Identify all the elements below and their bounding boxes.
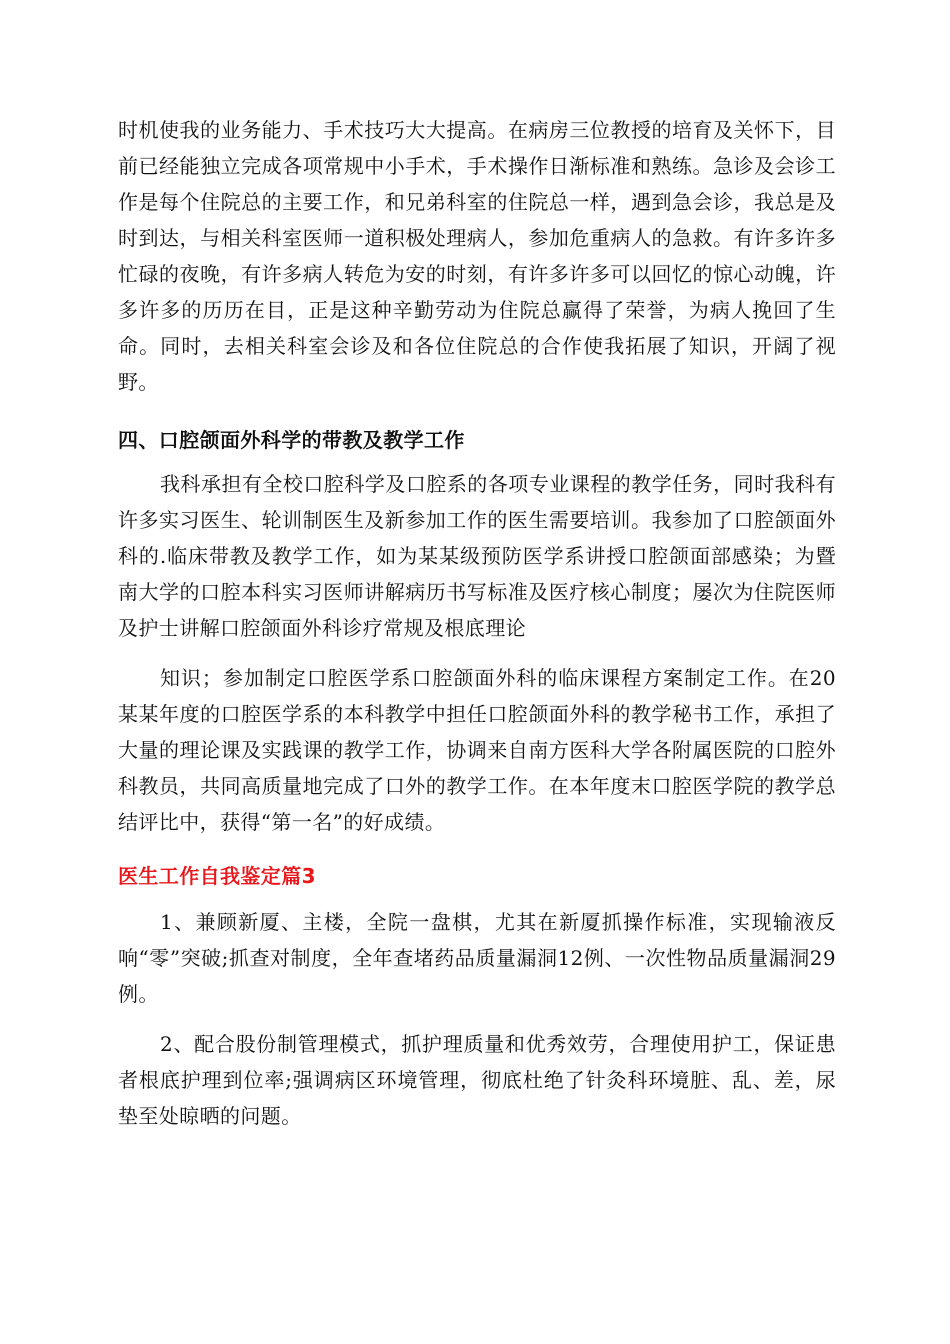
list-item-2: 2、配合股份制管理模式，抓护理质量和优秀效劳，合理使用护工，保证患者根底护理到位率;强调病区环境管理，彻底杜绝了针灸科环境脏、乱、差，尿垫至处晾晒的问题。 bbox=[118, 1032, 836, 1128]
section-title: 医生工作自我鉴定篇3 bbox=[118, 864, 316, 888]
section-heading-4: 四、口腔颌面外科学的带教及教学工作 bbox=[118, 428, 465, 452]
paragraph-3: 知识；参加制定口腔医学系口腔颌面外科的临床课程方案制定工作。在20某某年度的口腔医学系的本科教学中担任口腔颌面外科的教学秘书工作，承担了大量的理论课及实践课的教学工作，协调来自南方医科大学各附属医院的口腔外科教员，共同高质量地完成了口外的教学工作。在本年度末口腔医学院的教学总结评比中，获得“第一名”的好成绩。 bbox=[118, 666, 836, 834]
paragraph-2: 我科承担有全校口腔科学及口腔系的各项专业课程的教学任务，同时我科有许多实习医生、轮训制医生及新参加工作的医生需要培训。我参加了口腔颌面外科的.临床带教及教学工作，如为某某级预防医学系讲授口腔颌面部感染；为暨南大学的口腔本科实习医师讲解病历书写标准及医疗核心制度；屡次为住院医师及护士讲解口腔颌面外科诊疗常规及根底理论 bbox=[118, 472, 836, 640]
paragraph-1: 时机使我的业务能力、手术技巧大大提高。在病房三位教授的培育及关怀下，目前已经能独立完成各项常规中小手术，手术操作日渐标准和熟练。急诊及会诊工作是每个住院总的主要工作，和兄弟科室的住院总一样，遇到急会诊，我总是及时到达，与相关科室医师一道积极处理病人，参加危重病人的急救。有许多许多忙碌的夜晚，有许多病人转危为安的时刻，有许多许多可以回忆的惊心动魄，许多许多的历历在目，正是这种辛勤劳动为住院总赢得了荣誉，为病人挽回了生命。同时，去相关科室会诊及和各位住院总的合作使我拓展了知识，开阔了视野。 bbox=[118, 118, 836, 394]
list-item-1: 1、兼顾新厦、主楼，全院一盘棋，尤其在新厦抓操作标准，实现输液反响“零”突破;抓查对制度，全年查堵药品质量漏洞12例、一次性物品质量漏洞29例。 bbox=[118, 910, 836, 1006]
document-page bbox=[118, 112, 836, 1134]
